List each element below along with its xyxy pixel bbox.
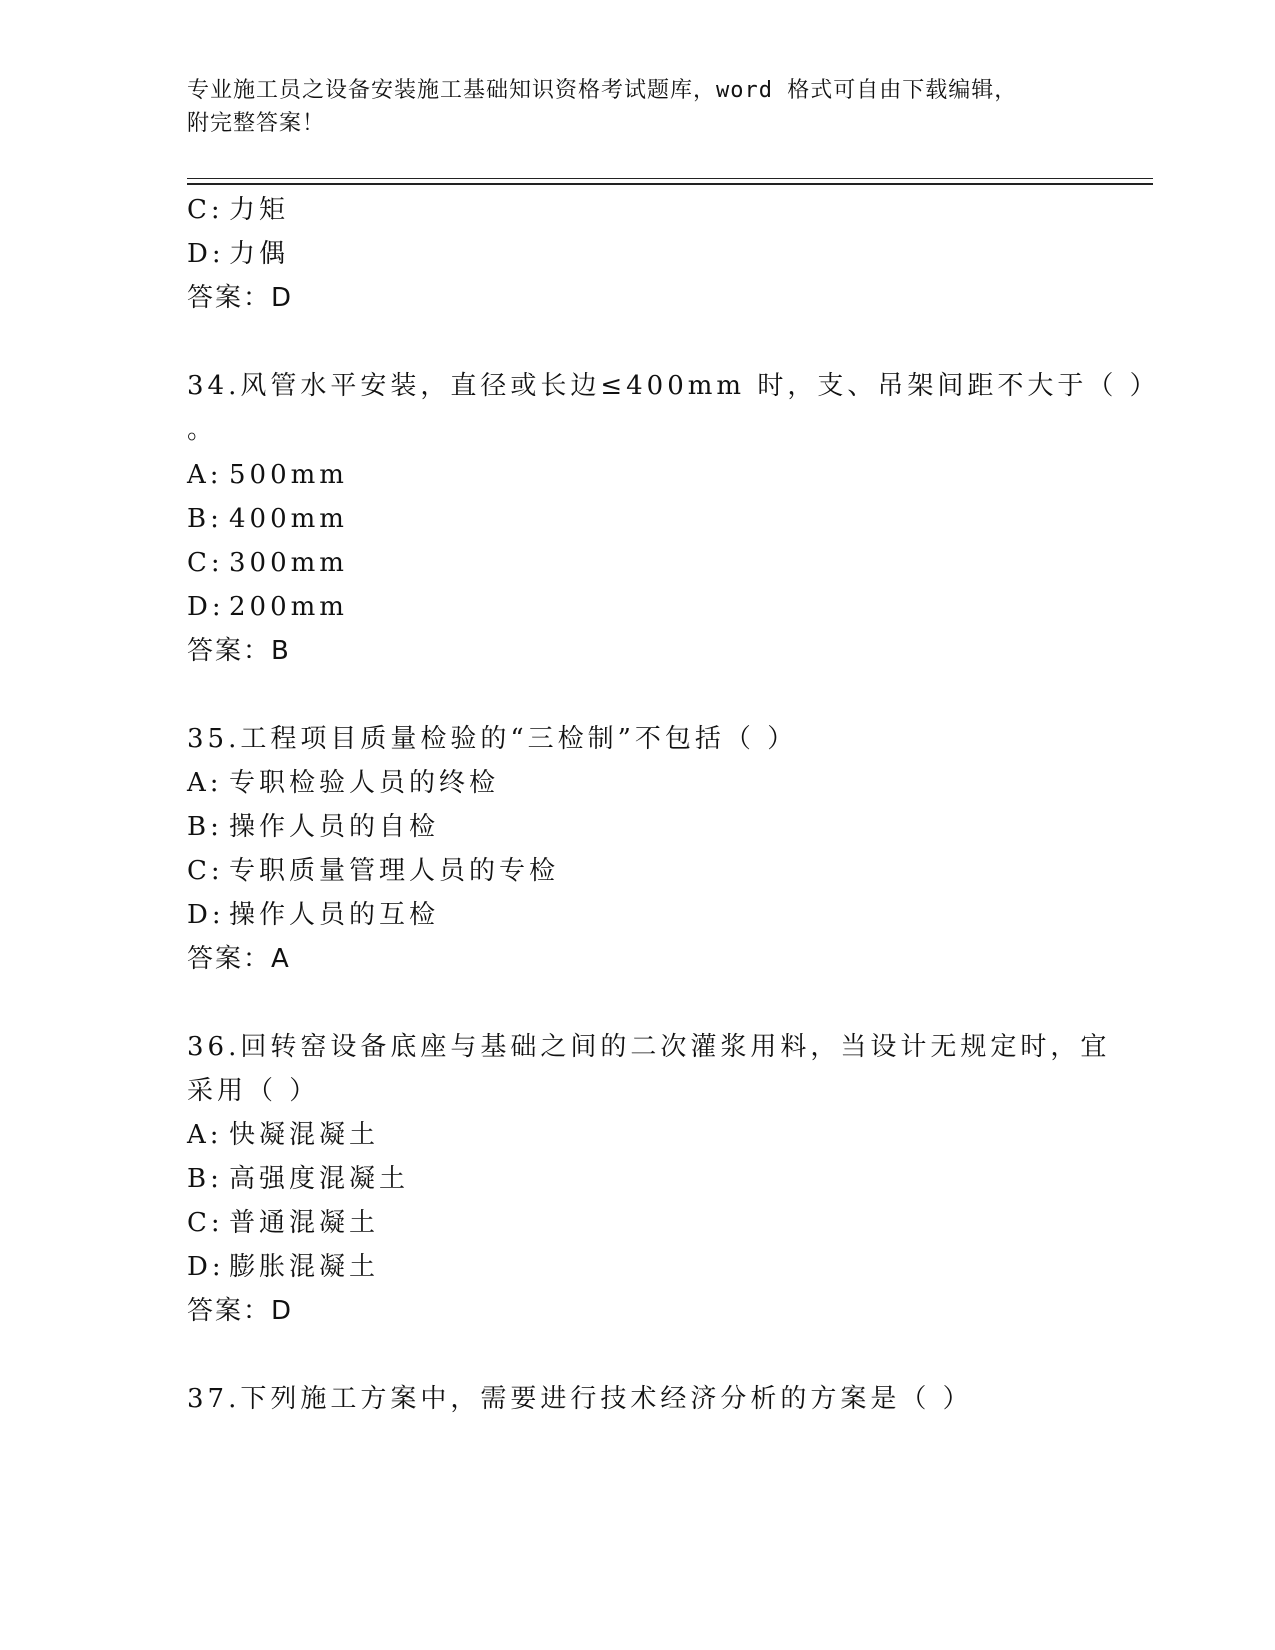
- option-text: 快凝混凝土: [229, 1120, 380, 1150]
- option-text: 300mm: [229, 548, 348, 578]
- question-stem-continued: 。: [187, 415, 218, 445]
- option-row: [187, 898, 439, 932]
- option-key: A:: [187, 1120, 223, 1150]
- answer-line: 答案：D: [187, 1296, 294, 1326]
- option-row: [187, 193, 289, 227]
- option-text: 力矩: [229, 195, 290, 225]
- header-divider-thin: [187, 178, 1153, 179]
- option-key: C:: [187, 548, 224, 578]
- option-row: [187, 810, 439, 844]
- option-row: [187, 1206, 379, 1240]
- option-key: D:: [187, 900, 225, 930]
- header-line-2: 附完整答案！: [187, 111, 326, 136]
- answer-line: 答案：A: [187, 944, 291, 974]
- option-key: C:: [187, 1208, 224, 1238]
- option-text: 操作人员的自检: [229, 812, 440, 842]
- option-row: [187, 1250, 379, 1284]
- option-row: [187, 590, 348, 624]
- option-text: 专职检验人员的终检: [229, 768, 500, 798]
- option-row: [187, 502, 348, 536]
- option-key: B:: [187, 504, 223, 534]
- answer-line: 答案：D: [187, 283, 294, 313]
- option-row: [187, 546, 348, 580]
- option-key: B:: [187, 1164, 223, 1194]
- option-key: C:: [187, 195, 224, 225]
- option-text: 高强度混凝土: [229, 1164, 410, 1194]
- option-text: 400mm: [229, 504, 348, 534]
- option-text: 膨胀混凝土: [229, 1252, 380, 1282]
- question-stem: 34.风管水平安装，直径或长边≤400mm 时，支、吊架间距不大于（ ）: [187, 371, 1160, 401]
- option-key: D:: [187, 592, 225, 622]
- option-text: 500mm: [229, 460, 348, 490]
- option-key: B:: [187, 812, 223, 842]
- question-stem: 36.回转窑设备底座与基础之间的二次灌浆用料，当设计无规定时，宜: [187, 1032, 1111, 1062]
- question-stem: 37.下列施工方案中，需要进行技术经济分析的方案是（ ）: [187, 1384, 973, 1414]
- option-text: 力偶: [229, 239, 290, 269]
- option-key: A:: [187, 460, 223, 490]
- option-text: 普通混凝土: [229, 1208, 380, 1238]
- option-key: A:: [187, 768, 223, 798]
- option-text: 操作人员的互检: [229, 900, 440, 930]
- option-row: [187, 237, 289, 271]
- option-row: [187, 854, 559, 888]
- option-key: D:: [187, 1252, 225, 1282]
- option-row: [187, 1118, 379, 1152]
- document-header: [187, 74, 1087, 140]
- option-key: C:: [187, 856, 224, 886]
- header-divider-thick: [187, 183, 1153, 185]
- option-row: [187, 1162, 409, 1196]
- option-key: D:: [187, 239, 225, 269]
- option-row: [187, 458, 348, 492]
- header-line-1: 专业施工员之设备安装施工基础知识资格考试题库，word 格式可自由下载编辑，: [187, 78, 1018, 103]
- question-stem-continued: 采用（ ）: [187, 1076, 320, 1106]
- question-stem: 35.工程项目质量检验的“三检制”不包括（ ）: [187, 724, 798, 754]
- answer-line: 答案：B: [187, 636, 291, 666]
- option-text: 200mm: [229, 592, 348, 622]
- option-text: 专职质量管理人员的专检: [229, 856, 560, 886]
- option-row: [187, 766, 499, 800]
